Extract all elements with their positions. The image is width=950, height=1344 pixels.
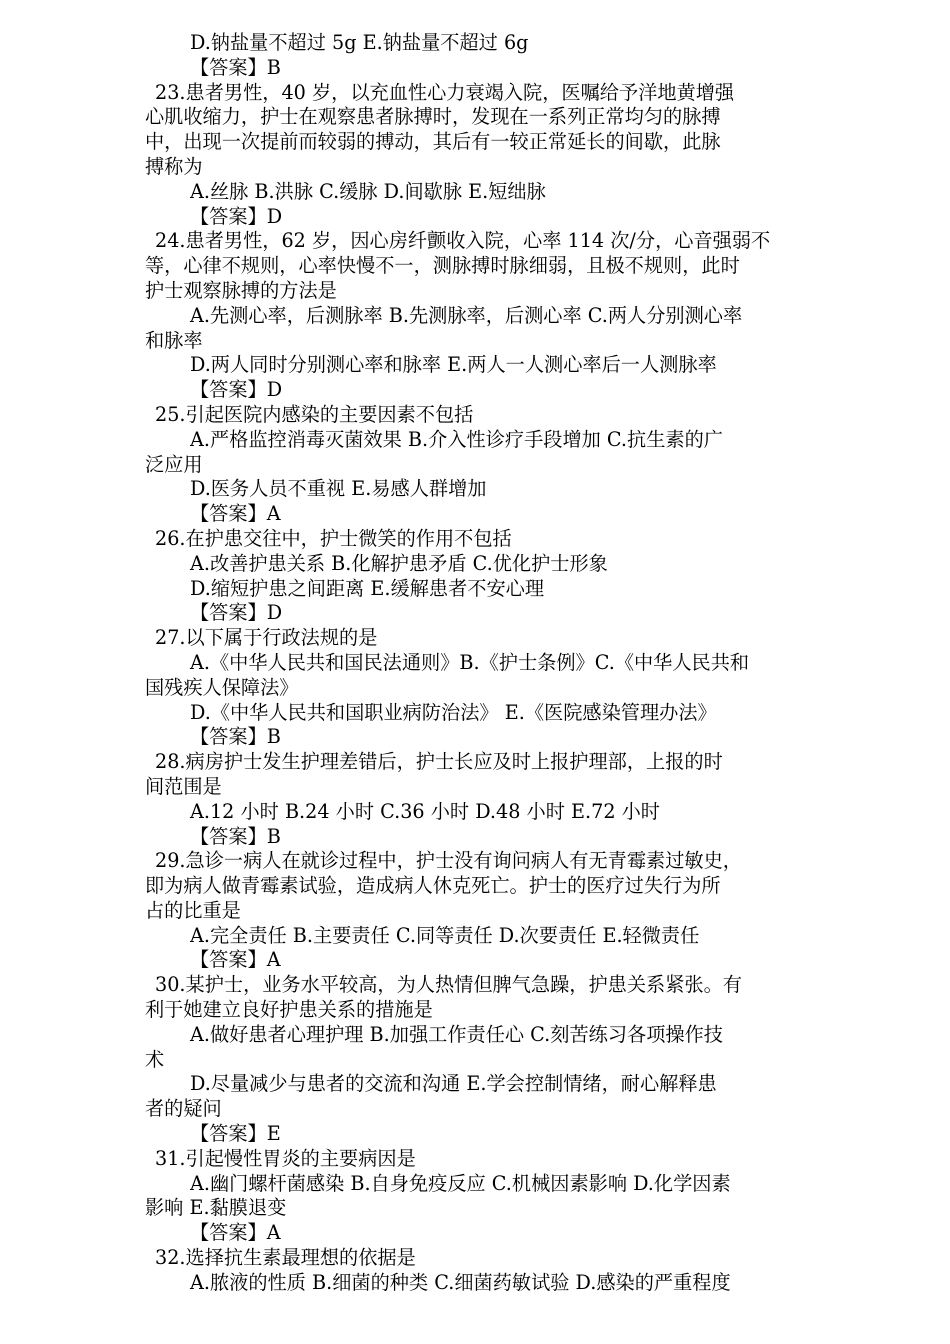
options-line: D.《中华人民共和国职业病防治法》 E.《医院感染管理办法》: [190, 700, 717, 724]
options-line: A.丝脉 B.洪脉 C.缓脉 D.间歇脉 E.短绌脉: [190, 179, 546, 203]
text-line: 等，心律不规则，心率快慢不一，测脉搏时脉细弱，且极不规则，此时: [145, 254, 740, 278]
text-line: 术: [145, 1047, 165, 1071]
question-line: 24.患者男性，62 岁，因心房纤颤收入院，心率 114 次/分，心音强弱不: [155, 229, 771, 253]
text-line: 国残疾人保障法》: [145, 675, 299, 699]
answer-line: 【答案】B: [190, 725, 281, 749]
options-line: A.幽门螺杆菌感染 B.自身免疫反应 C.机械因素影响 D.化学因素: [190, 1171, 731, 1195]
text-line: 占的比重是: [145, 898, 241, 922]
options-line: A.做好患者心理护理 B.加强工作责任心 C.刻苦练习各项操作技: [190, 1022, 723, 1046]
answer-line: 【答案】A: [190, 948, 281, 972]
options-line: A.脓液的性质 B.细菌的种类 C.细菌药敏试验 D.感染的严重程度: [190, 1270, 731, 1294]
options-line: D.钠盐量不超过 5g E.钠盐量不超过 6g: [190, 31, 529, 54]
question-line: 29.急诊一病人在就诊过程中，护士没有询问病人有无青霉素过敏史，: [155, 849, 742, 873]
options-line: D.两人同时分别测心率和脉率 E.两人一人测心率后一人测脉率: [190, 353, 717, 377]
question-line: 26.在护患交往中，护士微笑的作用不包括: [155, 526, 512, 550]
question-line: 23.患者男性，40 岁，以充血性心力衰竭入院，医嘱给予洋地黄增强: [155, 80, 735, 104]
options-line: A.改善护患关系 B.化解护患矛盾 C.优化护士形象: [190, 551, 608, 575]
answer-line: 【答案】B: [190, 824, 281, 848]
question-line: 28.病房护士发生护理差错后，护士长应及时上报护理部，上报的时: [155, 750, 723, 774]
answer-line: 【答案】A: [190, 1221, 281, 1245]
answer-line: 【答案】E: [190, 1122, 281, 1146]
answer-line: 【答案】A: [190, 502, 281, 526]
text-line: 者的疑问: [145, 1097, 222, 1121]
options-line: A.12 小时 B.24 小时 C.36 小时 D.48 小时 E.72 小时: [190, 799, 660, 823]
answer-line: 【答案】D: [190, 378, 283, 402]
text-line: 间范围是: [145, 774, 222, 798]
options-line: A.《中华人民共和国民法通则》B.《护士条例》C.《中华人民共和: [190, 650, 750, 674]
question-line: 32.选择抗生素最理想的依据是: [155, 1246, 416, 1270]
question-line: 27.以下属于行政法规的是: [155, 626, 378, 650]
text-line: 影响 E.黏膜退变: [145, 1196, 287, 1220]
options-line: D.医务人员不重视 E.易感人群增加: [190, 477, 487, 501]
text-line: 泛应用: [145, 452, 203, 476]
text-line: 搏称为: [145, 154, 203, 178]
answer-line: 【答案】B: [190, 55, 281, 79]
answer-line: 【答案】D: [190, 601, 283, 625]
document-page: [145, 31, 813, 1296]
text-line: 护士观察脉搏的方法是: [145, 278, 337, 302]
text-line: 和脉率: [145, 328, 203, 352]
text-line: 利于她建立良好护患关系的措施是: [145, 998, 433, 1022]
question-line: 30.某护士，业务水平较高，为人热情但脾气急躁，护患关系紧张。有: [155, 973, 742, 997]
answer-line: 【答案】D: [190, 204, 283, 228]
question-line: 31.引起慢性胃炎的主要病因是: [155, 1146, 416, 1170]
text-line: 心肌收缩力，护士在观察患者脉搏时，发现在一系列正常均匀的脉搏: [145, 105, 721, 129]
options-line: A.先测心率，后测脉率 B.先测脉率，后测心率 C.两人分别测心率: [190, 303, 743, 327]
text-line: 即为病人做青霉素试验，造成病人休克死亡。护士的医疗过失行为所: [145, 874, 721, 898]
options-line: D.尽量减少与患者的交流和沟通 E.学会控制情绪，耐心解释患: [190, 1072, 717, 1096]
options-line: A.严格监控消毒灭菌效果 B.介入性诊疗手段增加 C.抗生素的广: [190, 427, 723, 451]
text-line: 中，出现一次提前而较弱的搏动，其后有一较正常延长的间歇，此脉: [145, 130, 721, 154]
options-line: A.完全责任 B.主要责任 C.同等责任 D.次要责任 E.轻微责任: [190, 923, 700, 947]
question-line: 25.引起医院内感染的主要因素不包括: [155, 402, 474, 426]
options-line: D.缩短护患之间距离 E.缓解患者不安心理: [190, 576, 545, 600]
